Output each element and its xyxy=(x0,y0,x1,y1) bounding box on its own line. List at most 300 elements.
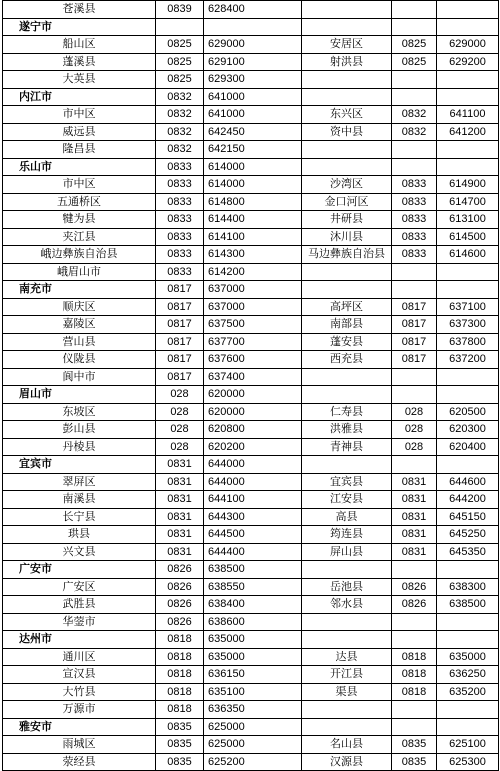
postal-code-2: 614600 xyxy=(437,246,499,264)
district-name: 兴文县 xyxy=(3,543,156,561)
city-name: 宜宾市 xyxy=(3,456,156,474)
city-name: 南充市 xyxy=(3,281,156,299)
postal-code-2: 625100 xyxy=(437,736,499,754)
district-name: 顺庆区 xyxy=(3,298,156,316)
district-name: 峨边彝族自治县 xyxy=(3,246,156,264)
area-code: 0817 xyxy=(156,368,204,386)
area-code-2: 0833 xyxy=(392,246,437,264)
area-code-2: 0818 xyxy=(392,683,437,701)
area-code-2 xyxy=(392,631,437,649)
postal-code: 614400 xyxy=(204,211,302,229)
area-code-2: 028 xyxy=(392,421,437,439)
district-name-2 xyxy=(302,141,392,159)
table-row xyxy=(3,316,499,334)
area-code-2: 0818 xyxy=(392,648,437,666)
area-code-2 xyxy=(392,141,437,159)
postal-code: 628400 xyxy=(204,1,302,19)
district-name: 蓬溪县 xyxy=(3,53,156,71)
district-name: 苍溪县 xyxy=(3,1,156,19)
area-code: 0818 xyxy=(156,666,204,684)
district-name: 雨城区 xyxy=(3,736,156,754)
district-name-2: 达县 xyxy=(302,648,392,666)
postal-code-2 xyxy=(437,18,499,36)
district-name: 通川区 xyxy=(3,648,156,666)
postal-code: 614000 xyxy=(204,176,302,194)
postal-code-2: 613100 xyxy=(437,211,499,229)
table-row xyxy=(3,596,499,614)
postal-code: 636150 xyxy=(204,666,302,684)
area-code: 0818 xyxy=(156,631,204,649)
area-code: 0832 xyxy=(156,88,204,106)
area-code: 0825 xyxy=(156,36,204,54)
district-name: 阆中市 xyxy=(3,368,156,386)
table-row xyxy=(3,403,499,421)
district-name-2 xyxy=(302,456,392,474)
table-row xyxy=(3,578,499,596)
postal-code-2: 637800 xyxy=(437,333,499,351)
district-name-2 xyxy=(302,281,392,299)
postal-code-2: 637300 xyxy=(437,316,499,334)
district-name-2: 洪雅县 xyxy=(302,421,392,439)
postal-code: 644400 xyxy=(204,543,302,561)
district-name-2: 资中县 xyxy=(302,123,392,141)
postal-code-2: 637200 xyxy=(437,351,499,369)
district-name: 峨眉山市 xyxy=(3,263,156,281)
table-row xyxy=(3,508,499,526)
area-code-2 xyxy=(392,158,437,176)
area-code-2: 0818 xyxy=(392,666,437,684)
table-row xyxy=(3,298,499,316)
area-code-2: 0817 xyxy=(392,333,437,351)
table-row xyxy=(3,666,499,684)
city-name: 达州市 xyxy=(3,631,156,649)
area-code: 0825 xyxy=(156,53,204,71)
district-name: 大英县 xyxy=(3,71,156,89)
area-code-2 xyxy=(392,368,437,386)
postal-code-2: 629200 xyxy=(437,53,499,71)
postal-code-2 xyxy=(437,368,499,386)
area-code: 0833 xyxy=(156,176,204,194)
table-row xyxy=(3,368,499,386)
area-code-2 xyxy=(392,613,437,631)
area-code: 0826 xyxy=(156,613,204,631)
area-code-2 xyxy=(392,1,437,19)
district-name: 翠屏区 xyxy=(3,473,156,491)
postal-code-2: 614700 xyxy=(437,193,499,211)
postal-code: 637000 xyxy=(204,298,302,316)
area-code: 028 xyxy=(156,386,204,404)
district-name: 珙县 xyxy=(3,526,156,544)
postal-code xyxy=(204,18,302,36)
area-code: 028 xyxy=(156,438,204,456)
postal-code: 625200 xyxy=(204,753,302,771)
district-name-2: 屏山县 xyxy=(302,543,392,561)
city-name: 眉山市 xyxy=(3,386,156,404)
district-name: 犍为县 xyxy=(3,211,156,229)
postal-code: 638400 xyxy=(204,596,302,614)
postal-code: 635000 xyxy=(204,648,302,666)
district-name-2: 渠县 xyxy=(302,683,392,701)
district-name-2: 安居区 xyxy=(302,36,392,54)
table-row xyxy=(3,701,499,719)
district-name-2: 开江县 xyxy=(302,666,392,684)
postal-code-2 xyxy=(437,281,499,299)
postal-code-2: 635200 xyxy=(437,683,499,701)
city-header-row xyxy=(3,456,499,474)
area-code-2: 0831 xyxy=(392,473,437,491)
area-code-2: 028 xyxy=(392,403,437,421)
city-header-row xyxy=(3,88,499,106)
city-header-row xyxy=(3,158,499,176)
area-code: 0817 xyxy=(156,298,204,316)
postal-code: 625000 xyxy=(204,718,302,736)
area-code-2: 028 xyxy=(392,438,437,456)
table-row xyxy=(3,123,499,141)
postal-code-2: 645150 xyxy=(437,508,499,526)
area-code-2: 0835 xyxy=(392,736,437,754)
postal-code: 638500 xyxy=(204,561,302,579)
district-name: 大竹县 xyxy=(3,683,156,701)
district-name: 五通桥区 xyxy=(3,193,156,211)
area-code: 0833 xyxy=(156,158,204,176)
area-code: 0832 xyxy=(156,106,204,124)
table-row xyxy=(3,648,499,666)
city-name: 乐山市 xyxy=(3,158,156,176)
area-code-2: 0833 xyxy=(392,228,437,246)
area-code-2 xyxy=(392,718,437,736)
table-row xyxy=(3,193,499,211)
area-code-2: 0831 xyxy=(392,491,437,509)
district-name: 万源市 xyxy=(3,701,156,719)
postal-code: 614200 xyxy=(204,263,302,281)
postal-code: 614000 xyxy=(204,158,302,176)
district-name-2 xyxy=(302,718,392,736)
area-code: 028 xyxy=(156,421,204,439)
district-name-2: 邻水县 xyxy=(302,596,392,614)
area-code-2 xyxy=(392,71,437,89)
table-row xyxy=(3,736,499,754)
table-row xyxy=(3,71,499,89)
area-code: 0831 xyxy=(156,543,204,561)
postal-code-2: 635000 xyxy=(437,648,499,666)
district-name-2 xyxy=(302,368,392,386)
district-name-2 xyxy=(302,701,392,719)
area-code-2: 0833 xyxy=(392,193,437,211)
area-code-2: 0826 xyxy=(392,578,437,596)
district-name: 广安区 xyxy=(3,578,156,596)
postal-code: 635100 xyxy=(204,683,302,701)
area-code: 0833 xyxy=(156,246,204,264)
district-name-2: 西充县 xyxy=(302,351,392,369)
district-name: 荥经县 xyxy=(3,753,156,771)
district-name-2 xyxy=(302,88,392,106)
table-row xyxy=(3,543,499,561)
table-row xyxy=(3,491,499,509)
area-code: 0839 xyxy=(156,1,204,19)
postal-code-2: 620400 xyxy=(437,438,499,456)
district-name-2: 射洪县 xyxy=(302,53,392,71)
area-code: 0835 xyxy=(156,736,204,754)
area-code: 028 xyxy=(156,403,204,421)
district-name-2 xyxy=(302,386,392,404)
district-name: 武胜县 xyxy=(3,596,156,614)
postal-code: 644000 xyxy=(204,456,302,474)
district-name: 船山区 xyxy=(3,36,156,54)
district-name-2: 宜宾县 xyxy=(302,473,392,491)
district-name: 仪陇县 xyxy=(3,351,156,369)
postal-code-2 xyxy=(437,561,499,579)
district-name-2 xyxy=(302,613,392,631)
district-name-2: 蓬安县 xyxy=(302,333,392,351)
postal-code: 614300 xyxy=(204,246,302,264)
district-name-2: 东兴区 xyxy=(302,106,392,124)
area-code: 0826 xyxy=(156,561,204,579)
postal-code-2: 620300 xyxy=(437,421,499,439)
postal-code: 614100 xyxy=(204,228,302,246)
postal-code: 620000 xyxy=(204,386,302,404)
table-row xyxy=(3,263,499,281)
postal-code: 637700 xyxy=(204,333,302,351)
district-name-2 xyxy=(302,158,392,176)
city-header-row xyxy=(3,561,499,579)
district-name-2 xyxy=(302,71,392,89)
postal-code: 620200 xyxy=(204,438,302,456)
area-code-2 xyxy=(392,18,437,36)
postal-code: 637000 xyxy=(204,281,302,299)
postal-code-2: 641200 xyxy=(437,123,499,141)
area-code: 0831 xyxy=(156,491,204,509)
area-code-2 xyxy=(392,701,437,719)
table-body xyxy=(3,1,499,771)
district-name: 营山县 xyxy=(3,333,156,351)
postal-code-2 xyxy=(437,88,499,106)
area-code: 0832 xyxy=(156,123,204,141)
postal-code-2 xyxy=(437,386,499,404)
area-code-2: 0833 xyxy=(392,211,437,229)
city-header-row xyxy=(3,281,499,299)
postal-code-2: 644600 xyxy=(437,473,499,491)
table-row xyxy=(3,141,499,159)
postal-code-2 xyxy=(437,158,499,176)
postal-code-2: 645250 xyxy=(437,526,499,544)
district-name-2: 汉源县 xyxy=(302,753,392,771)
postal-code-2 xyxy=(437,718,499,736)
district-name-2 xyxy=(302,1,392,19)
postal-code-2 xyxy=(437,613,499,631)
area-code: 0817 xyxy=(156,281,204,299)
table-row xyxy=(3,526,499,544)
postal-code-2: 629000 xyxy=(437,36,499,54)
postal-code-2: 614900 xyxy=(437,176,499,194)
area-code: 0818 xyxy=(156,701,204,719)
table-row xyxy=(3,176,499,194)
postal-code-2 xyxy=(437,71,499,89)
postal-code: 637400 xyxy=(204,368,302,386)
district-name: 夹江县 xyxy=(3,228,156,246)
district-name-2: 江安县 xyxy=(302,491,392,509)
table-row xyxy=(3,351,499,369)
district-name: 威远县 xyxy=(3,123,156,141)
district-name-2: 高县 xyxy=(302,508,392,526)
postal-code-2: 637100 xyxy=(437,298,499,316)
area-code-2 xyxy=(392,88,437,106)
postal-code: 642150 xyxy=(204,141,302,159)
postal-code-2 xyxy=(437,701,499,719)
postal-code-2 xyxy=(437,263,499,281)
postal-code: 629300 xyxy=(204,71,302,89)
postal-code-2: 614500 xyxy=(437,228,499,246)
district-name-2: 高坪区 xyxy=(302,298,392,316)
area-code: 0817 xyxy=(156,316,204,334)
district-name-2: 金口河区 xyxy=(302,193,392,211)
area-code: 0832 xyxy=(156,141,204,159)
area-code: 0831 xyxy=(156,508,204,526)
postal-code: 620800 xyxy=(204,421,302,439)
area-code: 0826 xyxy=(156,578,204,596)
district-name-2: 南部县 xyxy=(302,316,392,334)
district-name: 丹棱县 xyxy=(3,438,156,456)
postal-code-2 xyxy=(437,141,499,159)
postal-code: 637500 xyxy=(204,316,302,334)
postal-code-2: 636250 xyxy=(437,666,499,684)
table-row xyxy=(3,683,499,701)
postal-code: 637600 xyxy=(204,351,302,369)
table-row xyxy=(3,53,499,71)
postal-code-2: 620500 xyxy=(437,403,499,421)
district-name: 华蓥市 xyxy=(3,613,156,631)
district-name-2: 岳池县 xyxy=(302,578,392,596)
city-header-row xyxy=(3,18,499,36)
area-code-2 xyxy=(392,281,437,299)
district-name: 隆昌县 xyxy=(3,141,156,159)
postal-code-table xyxy=(2,0,499,771)
district-name-2 xyxy=(302,263,392,281)
postal-code: 644300 xyxy=(204,508,302,526)
postal-code: 636350 xyxy=(204,701,302,719)
postal-code-2: 638300 xyxy=(437,578,499,596)
area-code: 0817 xyxy=(156,333,204,351)
district-name: 市中区 xyxy=(3,106,156,124)
area-code-2: 0817 xyxy=(392,316,437,334)
area-code-2: 0833 xyxy=(392,176,437,194)
postal-code: 635000 xyxy=(204,631,302,649)
area-code: 0833 xyxy=(156,228,204,246)
area-code: 0835 xyxy=(156,753,204,771)
city-name: 遂宁市 xyxy=(3,18,156,36)
area-code: 0831 xyxy=(156,473,204,491)
postal-code-2: 641100 xyxy=(437,106,499,124)
district-name-2: 沐川县 xyxy=(302,228,392,246)
area-code-2 xyxy=(392,456,437,474)
table-row xyxy=(3,211,499,229)
district-name-2 xyxy=(302,18,392,36)
city-header-row xyxy=(3,631,499,649)
area-code xyxy=(156,18,204,36)
district-name-2: 马边彝族自治县 xyxy=(302,246,392,264)
postal-code: 641000 xyxy=(204,106,302,124)
area-code: 0833 xyxy=(156,211,204,229)
district-name-2 xyxy=(302,631,392,649)
postal-code: 644500 xyxy=(204,526,302,544)
district-name-2: 筠连县 xyxy=(302,526,392,544)
postal-code-2 xyxy=(437,1,499,19)
area-code-2: 0831 xyxy=(392,508,437,526)
area-code-2: 0831 xyxy=(392,543,437,561)
area-code-2: 0832 xyxy=(392,106,437,124)
table-row xyxy=(3,613,499,631)
district-name-2: 仁寿县 xyxy=(302,403,392,421)
table-row xyxy=(3,1,499,19)
table-row xyxy=(3,36,499,54)
area-code-2: 0832 xyxy=(392,123,437,141)
area-code-2: 0835 xyxy=(392,753,437,771)
district-name-2 xyxy=(302,561,392,579)
district-name: 长宁县 xyxy=(3,508,156,526)
city-header-row xyxy=(3,718,499,736)
postal-code: 641000 xyxy=(204,88,302,106)
district-name: 市中区 xyxy=(3,176,156,194)
postal-code: 644000 xyxy=(204,473,302,491)
city-name: 广安市 xyxy=(3,561,156,579)
district-name: 东坡区 xyxy=(3,403,156,421)
postal-code: 638600 xyxy=(204,613,302,631)
district-name: 彭山县 xyxy=(3,421,156,439)
area-code-2: 0817 xyxy=(392,298,437,316)
table-row xyxy=(3,753,499,771)
district-name-2: 沙湾区 xyxy=(302,176,392,194)
area-code: 0835 xyxy=(156,718,204,736)
area-code-2 xyxy=(392,263,437,281)
table-row xyxy=(3,421,499,439)
district-name: 南溪县 xyxy=(3,491,156,509)
district-name-2: 青神县 xyxy=(302,438,392,456)
postal-code: 629100 xyxy=(204,53,302,71)
postal-code-2: 645350 xyxy=(437,543,499,561)
postal-code-2: 625300 xyxy=(437,753,499,771)
postal-code: 629000 xyxy=(204,36,302,54)
postal-code: 614800 xyxy=(204,193,302,211)
table-row xyxy=(3,438,499,456)
area-code: 0833 xyxy=(156,263,204,281)
postal-code: 620000 xyxy=(204,403,302,421)
city-name: 内江市 xyxy=(3,88,156,106)
table-row xyxy=(3,228,499,246)
area-code: 0826 xyxy=(156,596,204,614)
area-code-2: 0831 xyxy=(392,526,437,544)
city-header-row xyxy=(3,386,499,404)
area-code: 0831 xyxy=(156,456,204,474)
table-row xyxy=(3,246,499,264)
city-name: 雅安市 xyxy=(3,718,156,736)
area-code: 0825 xyxy=(156,71,204,89)
district-name: 宣汉县 xyxy=(3,666,156,684)
area-code-2: 0825 xyxy=(392,53,437,71)
district-name-2: 井研县 xyxy=(302,211,392,229)
area-code-2 xyxy=(392,561,437,579)
table-row xyxy=(3,333,499,351)
area-code-2: 0826 xyxy=(392,596,437,614)
table-row xyxy=(3,473,499,491)
area-code: 0833 xyxy=(156,193,204,211)
area-code-2: 0817 xyxy=(392,351,437,369)
postal-code-2 xyxy=(437,631,499,649)
district-name: 嘉陵区 xyxy=(3,316,156,334)
area-code: 0831 xyxy=(156,526,204,544)
postal-code: 625000 xyxy=(204,736,302,754)
postal-code: 644100 xyxy=(204,491,302,509)
area-code: 0817 xyxy=(156,351,204,369)
postal-code-2: 638500 xyxy=(437,596,499,614)
